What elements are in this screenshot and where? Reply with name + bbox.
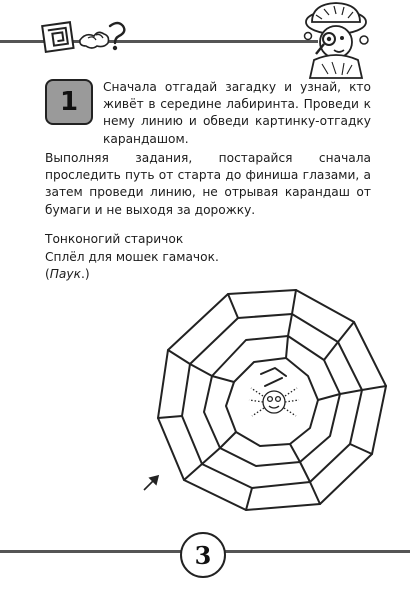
riddle-line-1: Тонконогий старичок <box>45 232 184 246</box>
riddle-answer: Паук <box>49 267 81 282</box>
task-number: 1 <box>59 87 79 117</box>
maze-puzzle-icon <box>40 16 130 60</box>
spider-web-maze[interactable] <box>140 268 392 520</box>
detective-boy-illustration <box>298 0 376 80</box>
riddle-line-2: Сплёл для мошек гамачок. <box>45 249 219 264</box>
start-arrow-icon <box>144 476 158 490</box>
task-number-badge <box>45 79 93 125</box>
task-instruction: Сначала отгадай загадку и узнай, кто живёт в середине лабиринта. Проведи к нему линию и обведи картинку-отгадку карандашом. <box>103 80 371 146</box>
spider-icon <box>249 388 299 416</box>
page-number-badge <box>180 532 226 578</box>
page-number: 3 <box>194 540 212 570</box>
maze-center-lines <box>261 368 286 386</box>
task-hint: Выполняя задания, постарайся сначала проследить путь от старта до финиша глазами, а затем проведи линию, не отрывая карандаш от бумаги и не выходя за дорожку. <box>45 151 371 217</box>
riddle-answer-line: (Паук.) <box>45 267 90 282</box>
